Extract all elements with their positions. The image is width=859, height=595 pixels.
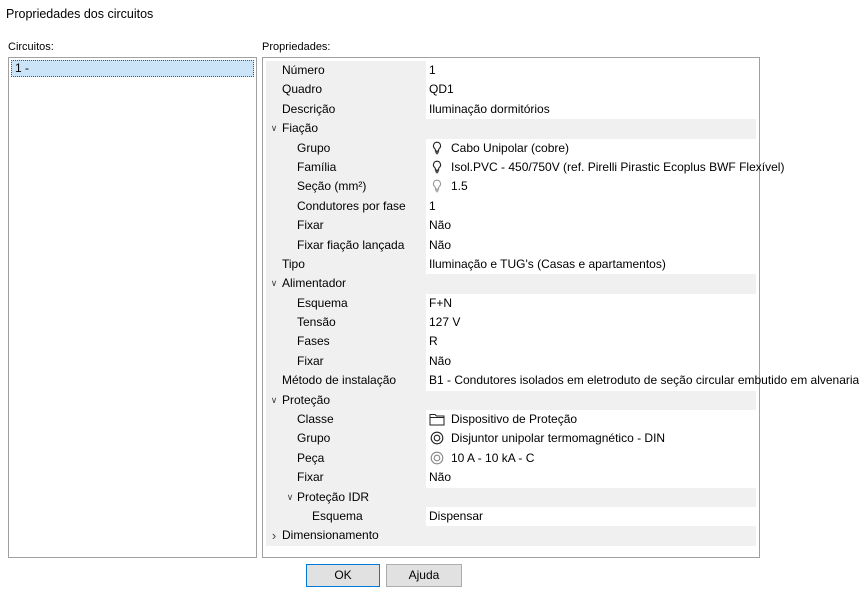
property-value-text: Cabo Unipolar (cobre) <box>451 140 570 155</box>
property-value-text: QD1 <box>429 82 454 97</box>
property-grid[interactable] <box>262 57 859 558</box>
property-label: Proteção <box>282 392 331 407</box>
breaker-icon <box>429 431 445 445</box>
category-alimentador[interactable] <box>266 274 756 293</box>
category-protecao[interactable] <box>266 391 756 410</box>
property-value[interactable] <box>429 410 756 429</box>
property-row-tensao[interactable] <box>266 313 756 332</box>
circuits-list[interactable] <box>8 57 257 558</box>
property-value[interactable] <box>429 139 756 158</box>
property-value[interactable] <box>429 468 756 487</box>
property-label: Alimentador <box>282 276 347 291</box>
property-value-text: Isol.PVC - 450/750V (ref. Pirelli Pirastic Ecoplus BWF Flexível) <box>451 159 785 174</box>
property-value-text: Dispensar <box>429 508 484 523</box>
property-label: Quadro <box>266 80 426 99</box>
chevron-down-icon[interactable]: ∨ <box>270 394 278 405</box>
property-value[interactable] <box>429 216 756 235</box>
property-value[interactable] <box>429 449 756 468</box>
ok-button[interactable]: OK <box>306 564 380 587</box>
property-row-grupo[interactable] <box>266 429 756 448</box>
chevron-down-icon[interactable]: ∨ <box>270 278 278 289</box>
property-value[interactable] <box>429 255 756 274</box>
properties-label: Propriedades: <box>262 41 331 53</box>
property-row-descricao[interactable] <box>266 100 756 119</box>
bulb-icon <box>429 141 445 155</box>
property-row-classe[interactable] <box>266 410 756 429</box>
property-row-familia[interactable] <box>266 158 785 177</box>
property-row-fixar[interactable] <box>266 352 756 371</box>
property-value-text: Não <box>429 237 452 252</box>
folder-icon <box>429 412 445 426</box>
property-value[interactable] <box>429 352 756 371</box>
property-label: Tensão <box>266 313 426 332</box>
property-label: Fixar <box>266 468 426 487</box>
category-protecao-idr[interactable] <box>266 488 756 507</box>
property-value-text: Iluminação e TUG's (Casas e apartamentos) <box>429 256 666 271</box>
property-row-esquema[interactable] <box>266 294 756 313</box>
property-value[interactable] <box>429 294 756 313</box>
circuit-item[interactable]: 1 - <box>11 60 254 77</box>
property-value[interactable] <box>429 158 785 177</box>
property-label: Classe <box>266 410 426 429</box>
property-label: Tipo <box>266 255 426 274</box>
property-value[interactable] <box>429 61 756 80</box>
property-label: Dimensionamento <box>282 528 379 543</box>
property-value[interactable] <box>429 177 756 196</box>
property-value-text: Iluminação dormitórios <box>429 101 550 116</box>
property-value-text: 1 <box>429 198 436 213</box>
property-value[interactable] <box>429 313 756 332</box>
property-value-text: F+N <box>429 295 453 310</box>
property-row-fixar-fiacao-lancada[interactable] <box>266 236 756 255</box>
property-row-peca[interactable] <box>266 449 756 468</box>
property-value-text: R <box>429 334 438 349</box>
property-value-text: 1 <box>429 63 436 77</box>
property-row-fixar[interactable] <box>266 216 756 235</box>
property-label: Condutores por fase <box>266 197 426 216</box>
property-value-text: B1 - Condutores isolados em eletroduto de seção circular embutido em alvenaria <box>429 373 859 388</box>
property-value[interactable] <box>429 371 859 390</box>
property-row-numero[interactable] <box>266 61 756 80</box>
property-row-fixar[interactable] <box>266 468 756 487</box>
property-value[interactable] <box>429 507 756 526</box>
property-row-tipo[interactable] <box>266 255 756 274</box>
property-label: Descrição <box>266 100 426 119</box>
property-label: Peça <box>266 449 426 468</box>
property-label: Número <box>266 61 426 80</box>
property-label: Fixar <box>266 216 426 235</box>
property-row-condutores-por-fase[interactable] <box>266 197 756 216</box>
property-label: Seção (mm²) <box>266 177 426 196</box>
property-value-text: 1.5 <box>451 179 468 194</box>
property-label: Esquema <box>266 294 426 313</box>
property-value[interactable] <box>429 429 756 448</box>
property-label: Esquema <box>266 507 426 526</box>
category-fiacao[interactable] <box>266 119 756 138</box>
property-label: Família <box>266 158 426 177</box>
property-row-esquema[interactable] <box>266 507 756 526</box>
property-row-grupo[interactable] <box>266 139 756 158</box>
property-value-text: Não <box>429 470 452 485</box>
window-title: Propriedades dos circuitos <box>6 7 154 21</box>
property-label: Fixar <box>266 352 426 371</box>
chevron-down-icon[interactable]: ∨ <box>286 491 294 502</box>
property-label: Fases <box>266 332 426 351</box>
property-value-text: Dispositivo de Proteção <box>451 412 578 427</box>
circuits-label: Circuitos: <box>8 41 54 53</box>
property-value-text: Não <box>429 218 452 233</box>
property-value-text: 10 A - 10 kA - C <box>451 450 535 465</box>
property-value-text: 127 V <box>429 315 461 330</box>
property-value[interactable] <box>429 197 756 216</box>
property-value[interactable] <box>429 100 756 119</box>
help-button[interactable]: Ajuda <box>386 564 462 587</box>
property-label: Proteção IDR <box>297 489 370 504</box>
property-row-fases[interactable] <box>266 332 756 351</box>
property-row-quadro[interactable] <box>266 80 756 99</box>
property-value-text: Disjuntor unipolar termomagnético - DIN <box>451 431 666 446</box>
property-value[interactable] <box>429 80 756 99</box>
bulb-icon <box>429 160 445 174</box>
chevron-right-icon[interactable]: › <box>271 528 277 544</box>
property-label: Método de instalação <box>266 371 426 390</box>
property-row-metodo-de-instalacao[interactable] <box>266 371 859 390</box>
category-dimensionamento[interactable] <box>266 526 756 545</box>
property-value-text: Não <box>429 353 452 368</box>
breaker-faded-icon <box>429 451 445 465</box>
property-label: Grupo <box>266 139 426 158</box>
property-value[interactable] <box>429 236 756 255</box>
bulb-faded-icon <box>429 179 445 193</box>
property-value[interactable] <box>429 332 756 351</box>
property-label: Fiação <box>282 121 319 136</box>
property-row-secao-mm[interactable] <box>266 177 756 196</box>
chevron-down-icon[interactable]: ∨ <box>270 123 278 134</box>
property-label: Fixar fiação lançada <box>266 236 426 255</box>
property-label: Grupo <box>266 429 426 448</box>
